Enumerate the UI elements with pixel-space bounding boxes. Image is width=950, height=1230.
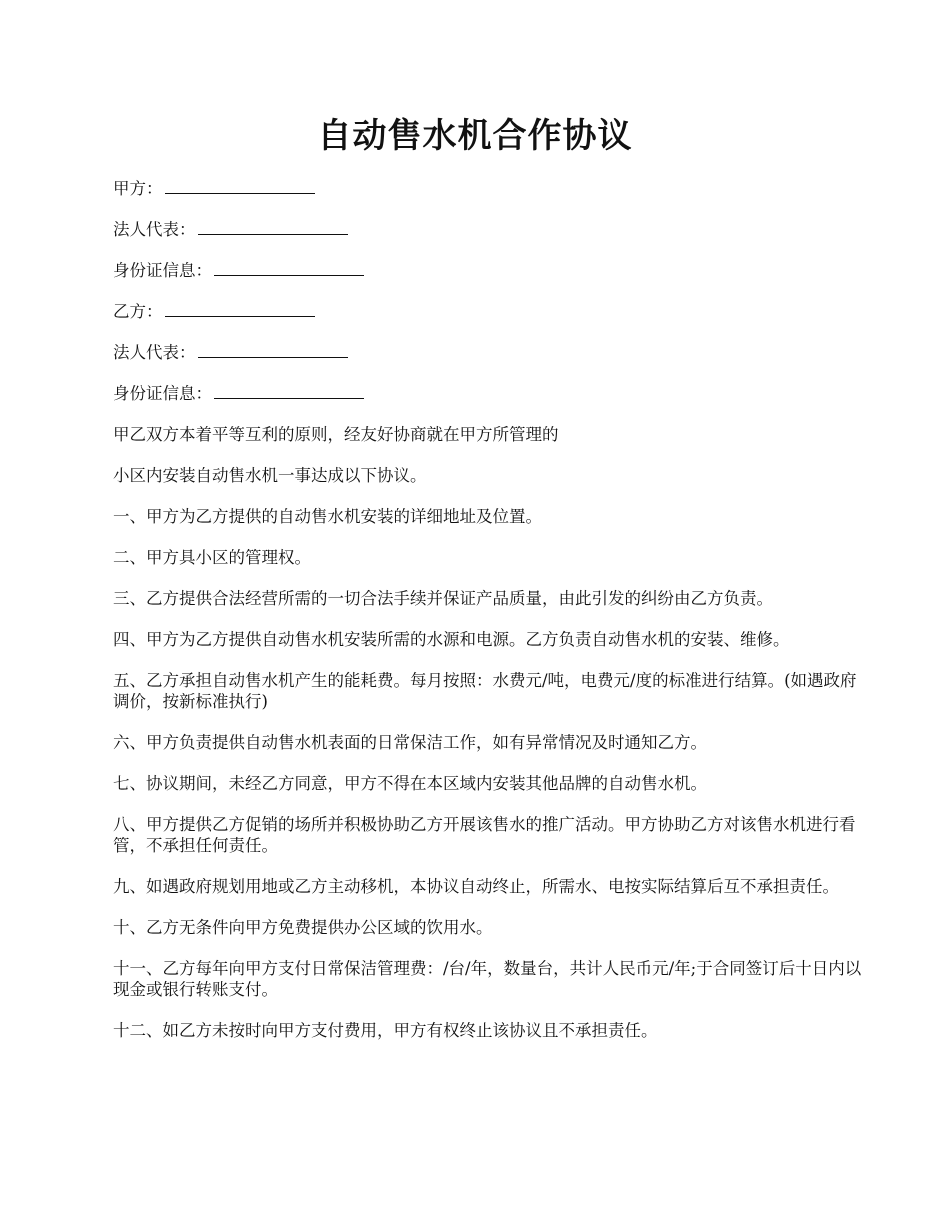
clause-9: 九、如遇政府规划用地或乙方主动移机，本协议自动终止，所需水、电按实际结算后互不承担责任。 xyxy=(113,877,839,896)
party-a-id-field xyxy=(113,260,873,281)
party-b-legal-rep-field xyxy=(113,342,873,363)
clause-5: 五、乙方承担自动售水机产生的能耗费。每月按照：水费元/吨，电费元/度的标准进行结算。(如遇政府调价，按新标准执行) xyxy=(113,671,857,711)
party-a-id-label: 身份证信息： xyxy=(113,261,212,280)
party-a-field xyxy=(113,178,873,199)
party-b-field xyxy=(113,301,873,322)
clause-11: 十一、乙方每年向甲方支付日常保洁管理费：/台/年，数量台，共计人民币元/年;于合同签订后十日内以现金或银行转账支付。 xyxy=(113,959,862,999)
party-b-legal-rep-blank xyxy=(198,343,348,358)
party-a-legal-rep-label: 法人代表： xyxy=(113,220,196,239)
party-b-label: 乙方： xyxy=(113,302,163,321)
party-a-legal-rep-field xyxy=(113,219,873,240)
clause-7: 七、协议期间，未经乙方同意，甲方不得在本区域内安装其他品牌的自动售水机。 xyxy=(113,774,707,793)
party-a-id-blank xyxy=(214,261,364,276)
document-body xyxy=(113,178,873,1061)
party-b-blank xyxy=(165,302,315,317)
clause-1: 一、甲方为乙方提供的自动售水机安装的详细地址及位置。 xyxy=(113,507,542,526)
intro-paragraph-1: 甲乙双方本着平等互利的原则，经友好协商就在甲方所管理的 xyxy=(113,425,559,444)
clause-10: 十、乙方无条件向甲方免费提供办公区域的饮用水。 xyxy=(113,918,493,937)
clause-12: 十二、如乙方未按时向甲方支付费用，甲方有权终止该协议且不承担责任。 xyxy=(113,1021,658,1040)
party-a-legal-rep-blank xyxy=(198,220,348,235)
clause-6: 六、甲方负责提供自动售水机表面的日常保洁工作，如有异常情况及时通知乙方。 xyxy=(113,733,707,752)
clause-2: 二、甲方具小区的管理权。 xyxy=(113,548,311,567)
clause-4: 四、甲方为乙方提供自动售水机安装所需的水源和电源。乙方负责自动售水机的安装、维修。 xyxy=(113,630,790,649)
party-b-id-field xyxy=(113,383,873,404)
party-b-id-label: 身份证信息： xyxy=(113,384,212,403)
party-a-blank xyxy=(165,179,315,194)
clause-3: 三、乙方提供合法经营所需的一切合法手续并保证产品质量，由此引发的纠纷由乙方负责。 xyxy=(113,589,773,608)
party-b-legal-rep-label: 法人代表： xyxy=(113,343,196,362)
document-title: 自动售水机合作协议 xyxy=(317,116,633,156)
party-a-label: 甲方： xyxy=(113,179,163,198)
party-b-id-blank xyxy=(214,384,364,399)
intro-paragraph-2: 小区内安装自动售水机一事达成以下协议。 xyxy=(113,466,427,485)
clause-8: 八、甲方提供乙方促销的场所并积极协助乙方开展该售水的推广活动。甲方协助乙方对该售水机进行看管，不承担任何责任。 xyxy=(113,815,856,855)
